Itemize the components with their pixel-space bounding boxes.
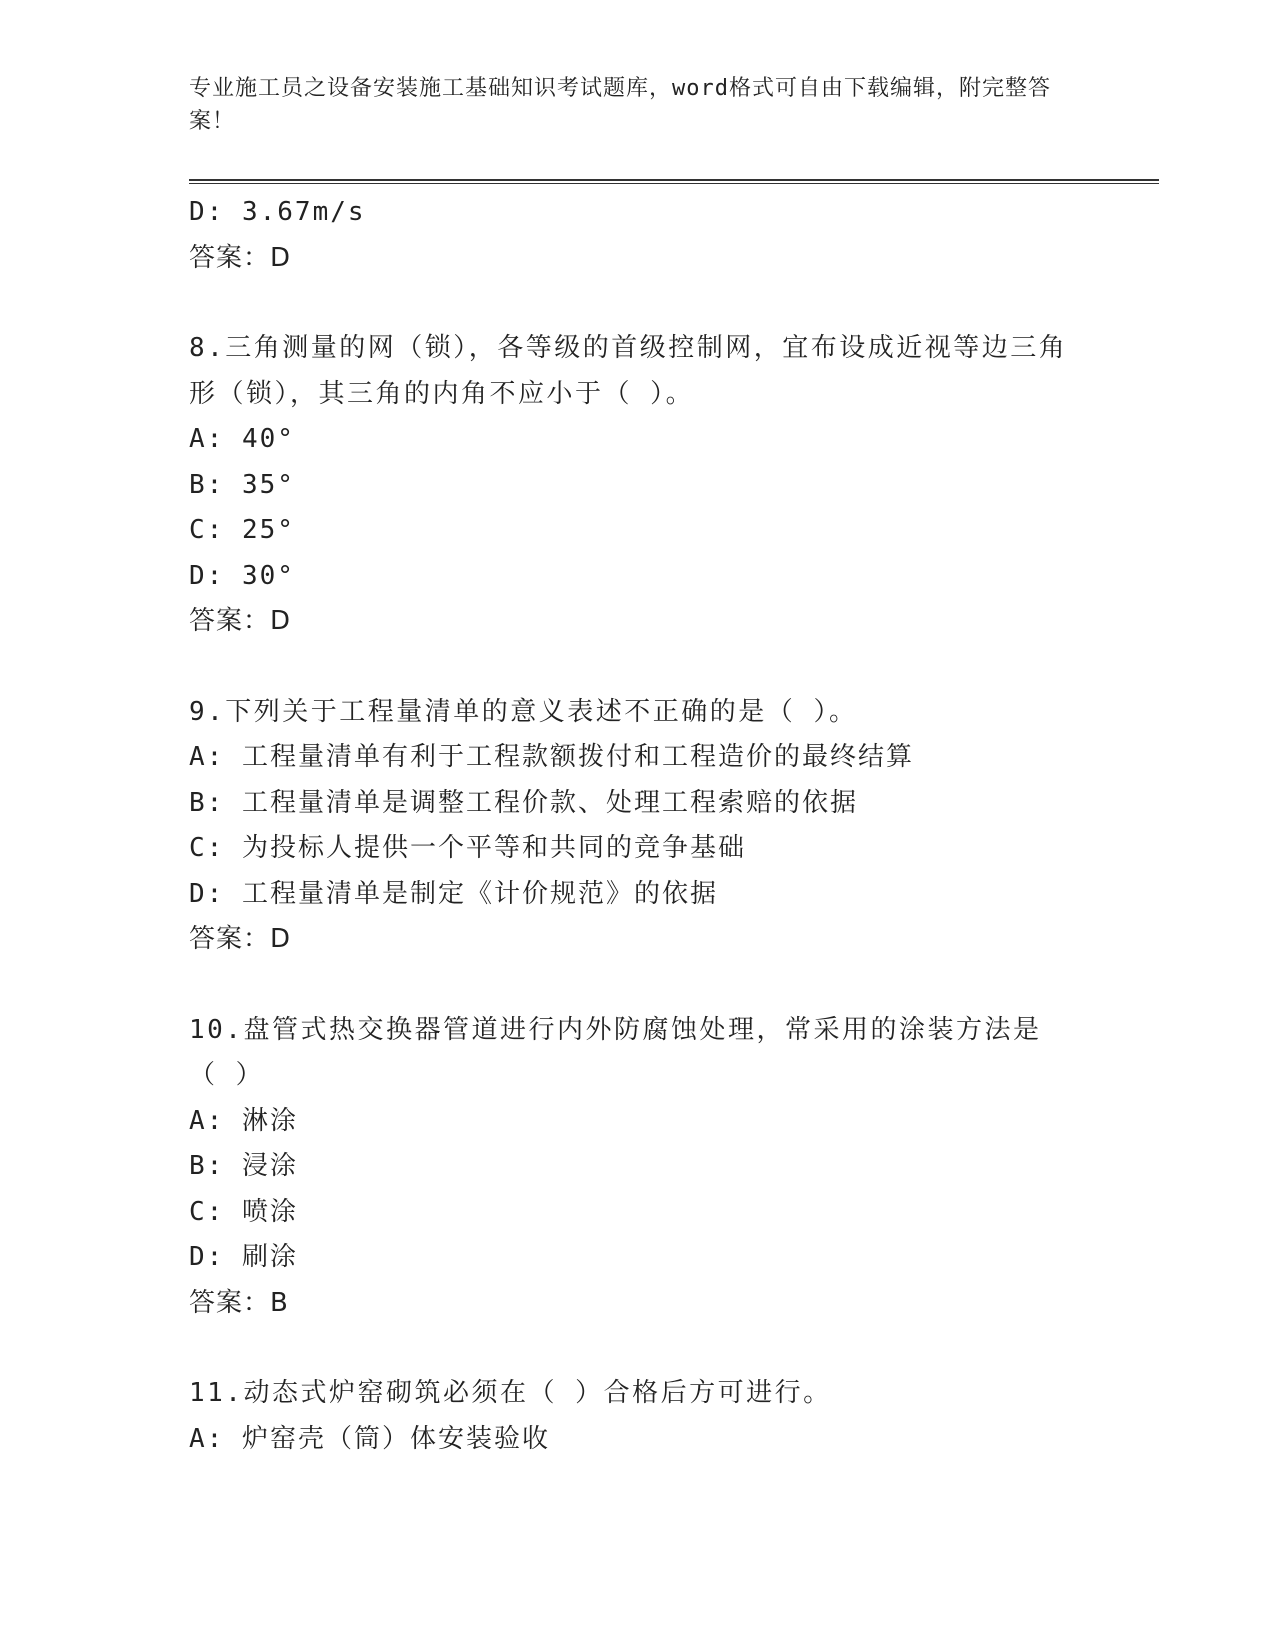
question-8 — [189, 326, 1089, 645]
answer-line: 答案：D — [189, 242, 292, 273]
option-a: A: 淋涂 — [189, 1105, 298, 1136]
question-list — [189, 190, 1089, 1462]
question-stem: 9.下列关于工程量清单的意义表述不正确的是（ ）。 — [189, 696, 858, 727]
header-divider-thick — [189, 179, 1159, 181]
answer-line: 答案：D — [189, 924, 292, 954]
question-11 — [189, 1371, 1089, 1462]
option-c: C: 为投标人提供一个平等和共同的竞争基础 — [189, 833, 746, 863]
option-d: D: 工程量清单是制定《计价规范》的依据 — [189, 878, 718, 909]
question-10 — [189, 1008, 1089, 1327]
option-d: D: 30° — [189, 560, 295, 591]
option-b: B: 35° — [189, 469, 295, 500]
question-stem: 8.三角测量的网（锁），各等级的首级控制网，宜布设成近视等边三角形（锁），其三角的内角不应小于（ ）。 — [189, 333, 1068, 409]
page-header: 专业施工员之设备安装施工基础知识考试题库，word格式可自由下载编辑，附完整答案！ — [189, 76, 1051, 134]
answer-line: 答案：B — [189, 1287, 289, 1318]
option-a: A: 工程量清单有利于工程款额拨付和工程造价的最终结算 — [189, 742, 914, 772]
answer-line: 答案：D — [189, 606, 292, 636]
option-b: B: 浸涂 — [189, 1151, 298, 1181]
option-b: B: 工程量清单是调整工程价款、处理工程索赔的依据 — [189, 787, 858, 818]
option-a: A: 40° — [189, 424, 295, 454]
option-a: A: 炉窑壳（筒）体安装验收 — [189, 1423, 550, 1454]
option-d: D: 3.67m/s — [189, 197, 366, 227]
option-c: C: 25° — [189, 515, 295, 545]
header-divider-thin — [189, 183, 1159, 184]
question-stem: 11.动态式炉窑砌筑必须在（ ）合格后方可进行。 — [189, 1378, 832, 1408]
question-7 — [189, 190, 1089, 281]
option-c: C: 喷涂 — [189, 1196, 298, 1227]
option-d: D: 刷涂 — [189, 1242, 298, 1272]
question-9 — [189, 690, 1089, 963]
question-stem: 10.盘管式热交换器管道进行内外防腐蚀处理，常采用的涂装方法是（ ） — [189, 1014, 1042, 1090]
